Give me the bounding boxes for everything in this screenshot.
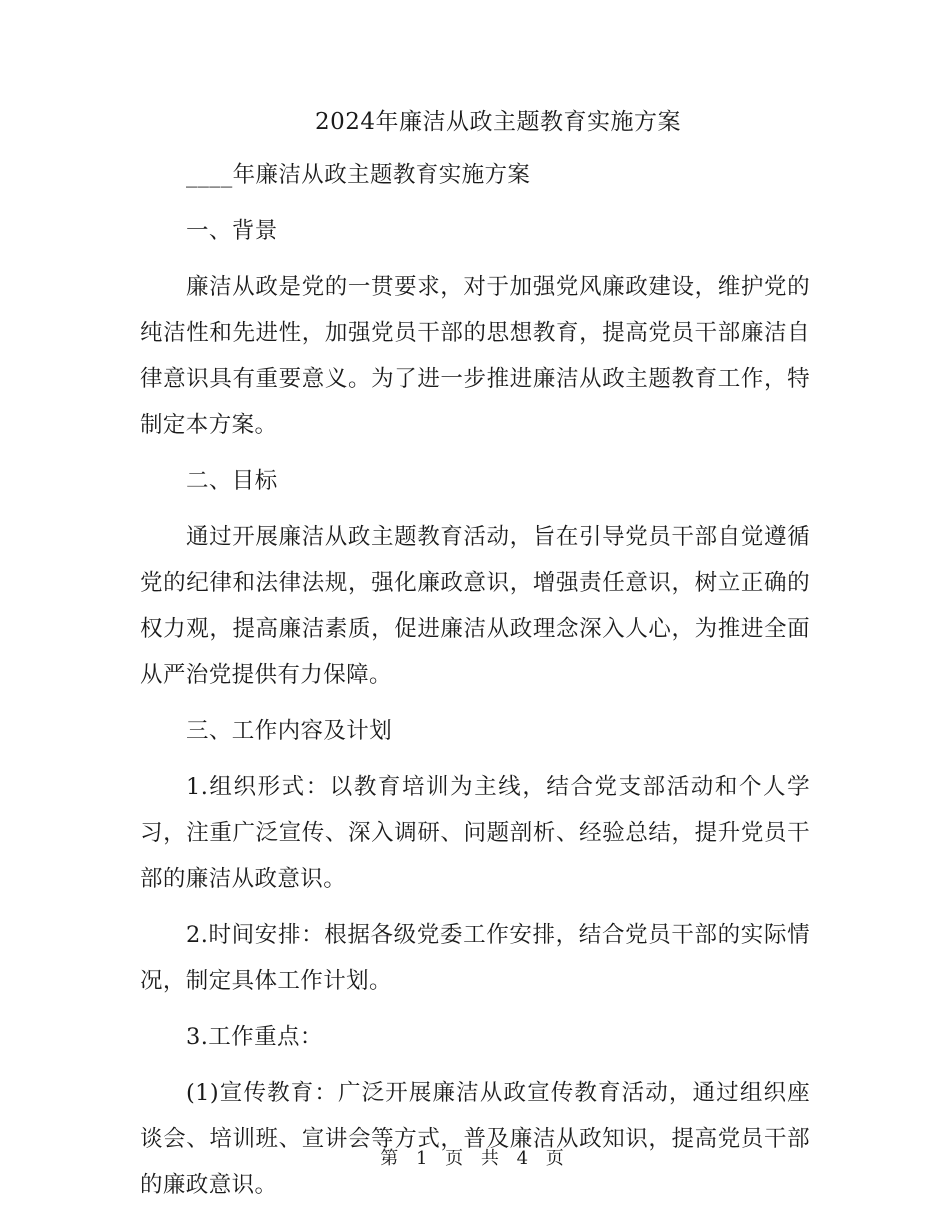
document-body xyxy=(140,152,810,1218)
work-subitem-1: (1)宣传教育：广泛开展廉洁从政宣传教育活动，通过组织座谈会、培训班、宣讲会等方式，普及廉洁从政知识，提高党员干部的廉政意识。 xyxy=(140,1080,810,1198)
work-item-1: 1.组织形式：以教育培训为主线，结合党支部活动和个人学习，注重广泛宣传、深入调研、问题剖析、经验总结，提升党员干部的廉洁从政意识。 xyxy=(140,774,810,892)
work-item-2: 2.时间安排：根据各级党委工作安排，结合党员干部的实际情况，制定具体工作计划。 xyxy=(140,922,810,994)
document-title: 2024年廉洁从政主题教育实施方案 xyxy=(314,109,682,135)
subtitle-paragraph: ____年廉洁从政主题教育实施方案 xyxy=(186,162,531,188)
background-paragraph: 廉洁从政是党的一贯要求，对于加强党风廉政建设，维护党的纯洁性和先进性，加强党员干部的思想教育，提高党员干部廉洁自律意识具有重要意义。为了进一步推进廉洁从政主题教育工作，特制定本方案。 xyxy=(140,274,810,438)
page-number-footer: 第 1 页 共 4 页 xyxy=(380,1148,570,1169)
section-heading-background: 一、背景 xyxy=(186,218,278,244)
work-item-3: 3.工作重点： xyxy=(186,1024,323,1050)
goal-paragraph: 通过开展廉洁从政主题教育活动，旨在引导党员干部自觉遵循党的纪律和法律法规，强化廉政意识，增强责任意识，树立正确的权力观，提高廉洁素质，促进廉洁从政理念深入人心，为推进全面从严治党提供有力保障。 xyxy=(140,524,810,688)
section-heading-goal: 二、目标 xyxy=(186,468,278,494)
section-heading-work: 三、工作内容及计划 xyxy=(186,718,393,744)
